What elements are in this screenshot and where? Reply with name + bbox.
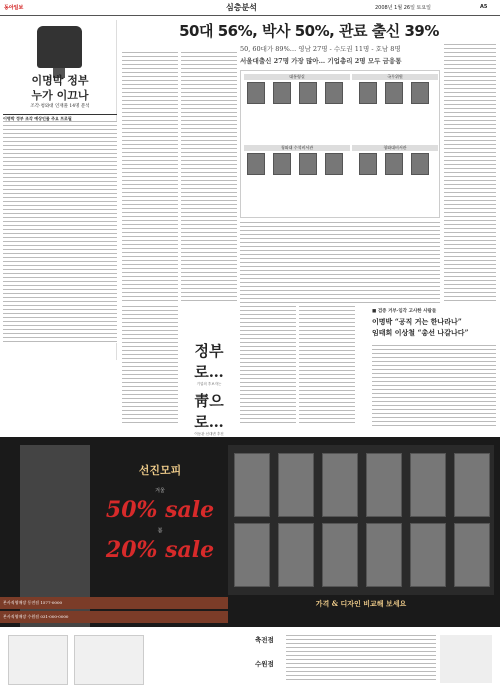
article-2-kicker: ■ 검증 거부·임각 고사한 사람들 <box>372 309 437 314</box>
article-2-title-2: 임태희 이상철 “총선 나갈나다” <box>372 328 469 337</box>
quote-sub: 기업의 후보자는 <box>196 382 222 386</box>
person-photo <box>411 82 429 104</box>
person-photo <box>385 82 403 104</box>
season-label-2: 봄 <box>157 528 163 534</box>
product-photo <box>322 453 358 517</box>
person-photo <box>385 153 403 175</box>
logo-area <box>150 633 190 685</box>
quote-main: 정부로… <box>194 342 224 381</box>
product-photo <box>234 453 270 517</box>
article-col-5 <box>299 306 355 426</box>
headline: 50대 56%, 박사 50%, 관료 출신 39% <box>179 22 439 40</box>
subhead-1: 50, 60대가 89%… 영남 27명 - 수도권 11명 - 호남 8명 <box>240 45 401 53</box>
quote-main: 靑으로… <box>194 392 224 431</box>
photo-group-label: 대통령실 <box>244 74 350 80</box>
newspaper-name: 동아일보 <box>4 5 24 11</box>
sidebar-subtitle: 조각·청와대 인재풀 14명 분석 <box>30 104 90 109</box>
map-graphic <box>74 635 144 685</box>
article-2-heading <box>372 308 496 338</box>
person-photo <box>273 153 291 175</box>
table-caption: 이명박 정부 조각 예상인물 주요 프로필 <box>3 114 117 122</box>
product-photo <box>410 453 446 517</box>
article-2-title-1: 이명박 “공직 거는 한나라나” <box>372 317 462 326</box>
product-photo <box>322 523 358 587</box>
location-1: 축전점 <box>255 636 274 644</box>
subhead-2: 서울대출신 27명 가장 많아… 기업총리 2명 모두 금융통 <box>240 57 402 65</box>
section-title: 심층분석 <box>226 2 257 12</box>
price-design-slogan: 가격 & 디자인 비교해 보세요 <box>315 599 407 608</box>
profile-table <box>3 121 117 343</box>
person-photo <box>325 153 343 175</box>
article-col-1 <box>122 52 178 304</box>
product-photo <box>234 523 270 587</box>
sale-50: 50% sale <box>105 497 215 523</box>
phone-bar-1: 본사직영매장 동전점 1577-0000 <box>0 597 228 609</box>
product-photo <box>278 523 314 587</box>
article-col-right <box>444 44 496 304</box>
article-col-4 <box>240 306 296 426</box>
person-photo <box>359 153 377 175</box>
photo-group-label: 국무위원 <box>352 74 438 80</box>
person-photo <box>247 82 265 104</box>
person-photo <box>247 153 265 175</box>
photo-group-label: 청와대 수석비서관 <box>244 145 350 151</box>
masthead <box>0 0 500 16</box>
location-2: 수원점 <box>255 660 274 668</box>
product-photo <box>366 523 402 587</box>
phone-bar-2: 본사직영매장 수원점 031-000-0000 <box>0 611 228 623</box>
quote-sub: 이동관 신대변 추천 <box>194 432 224 436</box>
product-photo <box>366 453 402 517</box>
person-photo <box>411 153 429 175</box>
photo-grid <box>240 70 440 218</box>
sidebar-title-2: 누가 이끄나 <box>31 89 89 102</box>
sale-20: 20% sale <box>105 537 215 563</box>
photo-group-label: 청와대비서관 <box>352 145 438 151</box>
person-photo <box>299 82 317 104</box>
product-photo <box>278 453 314 517</box>
chair-image <box>37 26 82 68</box>
store-info-text <box>286 635 436 683</box>
map-graphic <box>8 635 68 685</box>
sidebar-title-1: 이명박 정부 <box>31 74 89 87</box>
person-photo <box>299 153 317 175</box>
left-sidebar <box>3 20 117 360</box>
season-label: 겨울 <box>155 488 165 494</box>
product-photo <box>454 523 490 587</box>
article-col-2 <box>181 52 237 304</box>
person-photo <box>273 82 291 104</box>
page-number: A5 <box>480 4 488 10</box>
article-col-3 <box>122 306 178 426</box>
person-photo <box>359 82 377 104</box>
product-photo <box>454 453 490 517</box>
person-photo <box>325 82 343 104</box>
article-2-text <box>372 345 496 427</box>
brand-name: 선진모피 <box>138 464 182 477</box>
store-info-box <box>440 635 492 683</box>
date: 2008년 1월 26일 토요일 <box>375 5 432 11</box>
ad-footer <box>0 627 500 691</box>
product-photo <box>410 523 446 587</box>
article-lower-text <box>240 222 440 304</box>
fur-advertisement <box>0 437 500 691</box>
product-grid <box>228 445 494 595</box>
